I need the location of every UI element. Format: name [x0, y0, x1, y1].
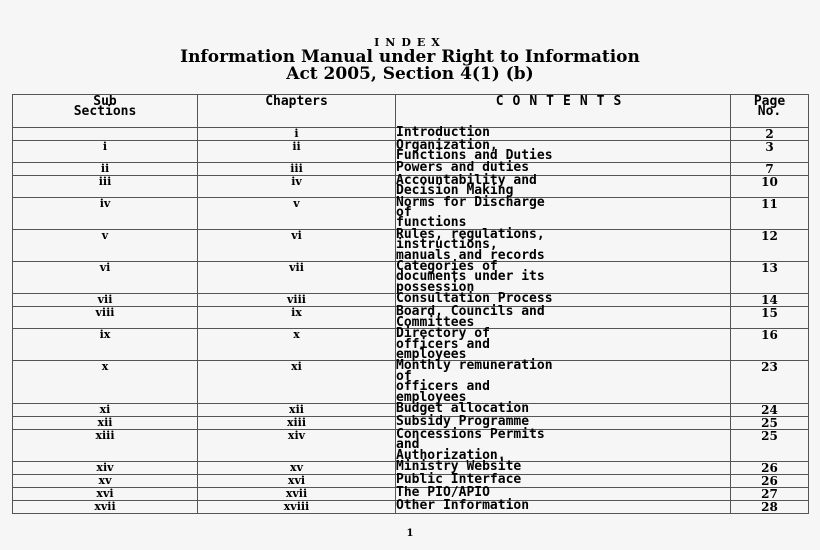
table-body [13, 125, 809, 515]
sub-section-cell: vii [13, 294, 198, 307]
contents-cell: Ministry Website [396, 462, 731, 475]
page-number-cell: 10 [731, 175, 809, 197]
contents-cell: Concessions Permits and Authorization. [396, 429, 731, 461]
page-number-cell: 11 [731, 197, 809, 229]
sub-section-cell: v [13, 229, 198, 261]
sub-section-cell: xiii [13, 429, 198, 461]
contents-cell: Accountability and Decision Making [396, 175, 731, 197]
page-number-cell: 12 [731, 229, 809, 261]
page-number-cell: 3 [731, 141, 809, 163]
chapter-cell: v [198, 197, 396, 229]
chapter-cell: xiii [198, 416, 396, 429]
document-title-line-2: Act 2005, Section 4(1) (b) [286, 64, 534, 84]
chapter-cell: i [198, 128, 396, 141]
page-number-cell: 7 [731, 162, 809, 175]
table-row [13, 262, 809, 294]
page-number-cell: 15 [731, 307, 809, 329]
contents-cell: Consultation Process [396, 294, 731, 307]
table-row [13, 361, 809, 404]
page-number-cell: 2 [731, 128, 809, 141]
table-row [13, 229, 809, 261]
chapter-cell: ix [198, 307, 396, 329]
page-number-cell: 26 [731, 475, 809, 488]
column-header-chapters: Chapters [198, 95, 396, 128]
document-header [0, 36, 820, 83]
column-header-page-no: Page No. [731, 95, 809, 128]
contents-cell: Introduction [396, 128, 731, 141]
chapter-cell: vi [198, 229, 396, 261]
chapter-cell: xviii [198, 501, 396, 514]
index-table [12, 94, 809, 514]
sub-section-cell: xv [13, 475, 198, 488]
contents-cell: Board, Councils and Committees [396, 307, 731, 329]
sub-section-cell: xi [13, 403, 198, 416]
sub-section-cell: viii [13, 307, 198, 329]
sub-section-cell [13, 128, 198, 141]
page-number-cell: 28 [731, 501, 809, 514]
contents-cell: The PIO/APIO [396, 488, 731, 501]
sub-section-cell: ix [13, 329, 198, 361]
contents-cell: Categories of documents under its possession [396, 262, 731, 294]
page-number-cell: 24 [731, 403, 809, 416]
chapter-cell: xv [198, 462, 396, 475]
contents-cell: Public Interface [396, 475, 731, 488]
chapter-cell: xvii [198, 488, 396, 501]
chapter-cell: xi [198, 361, 396, 404]
chapter-cell: viii [198, 294, 396, 307]
chapter-cell: iii [198, 162, 396, 175]
page-number-cell: 13 [731, 262, 809, 294]
chapter-cell: xii [198, 403, 396, 416]
table-row [13, 197, 809, 229]
page-number-cell: 25 [731, 429, 809, 461]
page-number-cell: 26 [731, 462, 809, 475]
chapter-cell: xiv [198, 429, 396, 461]
sub-section-cell: xvi [13, 488, 198, 501]
table-header-row [13, 95, 809, 128]
table-row [13, 501, 809, 514]
sub-section-cell: i [13, 141, 198, 163]
chapter-cell: iv [198, 175, 396, 197]
page-number-cell: 25 [731, 416, 809, 429]
page-number-cell: 23 [731, 361, 809, 404]
column-header-sub-sections: Sub Sections [13, 95, 198, 128]
contents-cell: Budget allocation [396, 403, 731, 416]
index-heading: INDEX [374, 36, 446, 49]
contents-cell: Rules, regulations, instructions, manuals and records [396, 229, 731, 261]
chapter-cell: ii [198, 141, 396, 163]
sub-section-cell: xiv [13, 462, 198, 475]
contents-cell: Organization, Functions and Duties [396, 141, 731, 163]
page-number: 1 [406, 528, 414, 539]
table-row [13, 175, 809, 197]
sub-section-cell: iii [13, 175, 198, 197]
column-header-contents: CONTENTS [396, 95, 731, 128]
sub-section-cell: ii [13, 162, 198, 175]
sub-section-cell: xvii [13, 501, 198, 514]
table-row [13, 329, 809, 361]
contents-cell: Norms for Discharge of functions [396, 197, 731, 229]
chapter-cell: x [198, 329, 396, 361]
contents-cell: Subsidy Programme [396, 416, 731, 429]
sub-section-cell: vi [13, 262, 198, 294]
sub-section-cell: xii [13, 416, 198, 429]
contents-cell: Other Information [396, 501, 731, 514]
table-row [13, 429, 809, 461]
page-number-cell: 27 [731, 488, 809, 501]
chapter-cell: vii [198, 262, 396, 294]
contents-cell: Directory of officers and employees [396, 329, 731, 361]
document-title-line-1: Information Manual under Right to Information [180, 47, 640, 67]
page-number-cell: 16 [731, 329, 809, 361]
contents-cell: Powers and duties [396, 162, 731, 175]
sub-section-cell: x [13, 361, 198, 404]
chapter-cell: xvi [198, 475, 396, 488]
sub-section-cell: iv [13, 197, 198, 229]
contents-cell: Monthly remuneration of officers and employees [396, 361, 731, 404]
page-number-cell: 14 [731, 294, 809, 307]
